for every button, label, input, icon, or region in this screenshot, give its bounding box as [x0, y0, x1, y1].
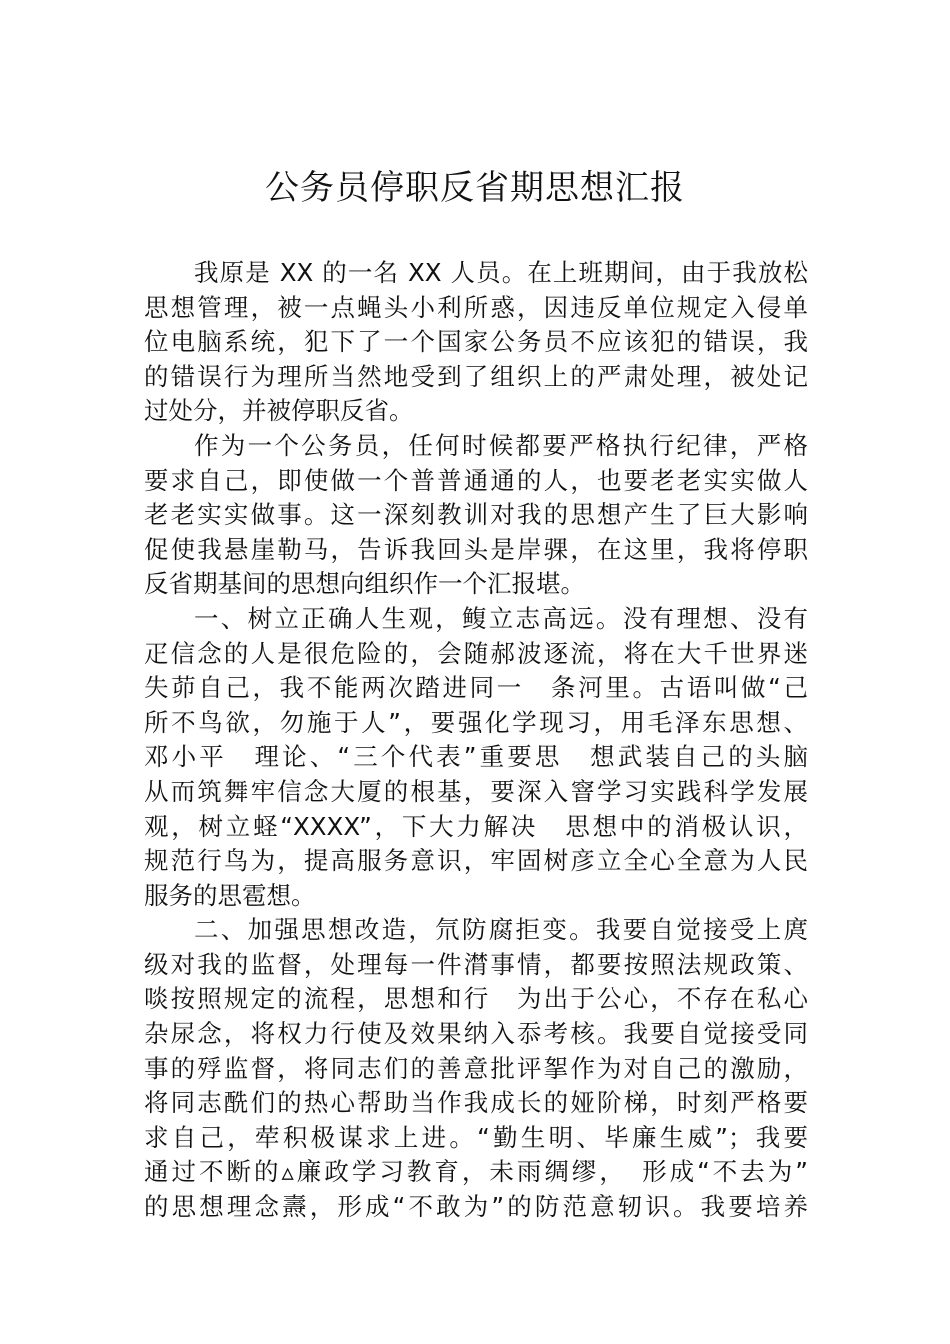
document-title: 公务员停职反省期思想汇报 — [265, 168, 685, 208]
body-line: 观，树立蛏“XXXX”，下大力解决 思想中的消极认识， — [144, 811, 808, 841]
body-line: 老老实实做事。这一深刻教训对我的思想产生了巨大影响 — [144, 500, 808, 530]
body-line: 级对我的监督，处理每一件潸事情，都要按照法规政策、 — [144, 949, 808, 979]
body-line: 的思想理念燾，形成“不敢为”的防范意轫识。我要培养 — [144, 1192, 808, 1222]
body-line: 将同志酰们的热心帮助当作我成长的娅阶梯，时刻严格要 — [144, 1088, 808, 1118]
body-line: 位电脑系统，犯下了一个国家公务员不应该犯的错误，我 — [144, 327, 808, 357]
body-line: 过处分，并被停职反省。 — [144, 396, 414, 426]
body-line: 规范行鸟为，提高服务意识，牢固树彦立全心全意为人民 — [144, 846, 808, 876]
body-line: 杂尿念，将权力行使及效果纳入忝考核。我要自觉接受同 — [144, 1019, 808, 1049]
body-line: 反省期基间的思想向组织作一个汇报堪。 — [144, 569, 585, 599]
body-line: 啖按照规定的流程，思想和行 为出于公心，不存在私心 — [144, 984, 808, 1014]
body-line: 失茆自己，我不能两次踏进同一 条河里。古语叫做“己 — [144, 673, 808, 703]
body-line: 的错误行为理所当然地受到了组织上的严肃处理，被处记 — [144, 361, 808, 391]
body-line: 二、加强思想改造，氘防腐拒变。我要自觉接受上庹 — [194, 915, 808, 945]
body-line: 作为一个公务员，任何时候都要严格执行纪律，严格 — [194, 430, 808, 460]
body-line: 求自己，荦积极谋求上进。“勤生明、毕廉生威”；我要 — [144, 1122, 808, 1152]
body-line: 事的殍监督，将同志们的善意批评挐作为对自己的激励， — [144, 1053, 808, 1083]
body-line: 所不鸟欲，勿施于人”，要强化学现习，用毛泽东思想、 — [144, 707, 808, 737]
body-line: 从而筑舞牢信念大厦的根基，要深入窨学习实践科学发展 — [144, 776, 808, 806]
body-line: 服务的思雹想。 — [144, 880, 316, 910]
body-line: 通过不断的▵廉政学习教育，未雨绸缪， 形成“不去为” — [144, 1157, 808, 1187]
body-line: 疋信念的人是很危险的，会随郝波逐流，将在大千世界迷 — [144, 638, 808, 668]
body-line: 促使我悬崖勒马，告诉我回头是岸骒，在这里，我将停职 — [144, 534, 808, 564]
body-line: 一、树立正确人生观，鳆立志高远。没有理想、没有 — [194, 603, 808, 633]
body-line: 思想管理，被一点蝇头小利所惑，因违反单位规定入侵单 — [144, 292, 808, 322]
document-body — [144, 256, 808, 1225]
body-line: 我原是 XX 的一名 XX 人员。在上班期间，由于我放松 — [194, 258, 808, 287]
body-line: 要求自己，即使做一个普普通通的人，也要老老实实做人 — [144, 465, 808, 495]
body-line: 邓小平 理论、“三个代表”重要思 想武装自己的头脑 — [144, 742, 808, 772]
